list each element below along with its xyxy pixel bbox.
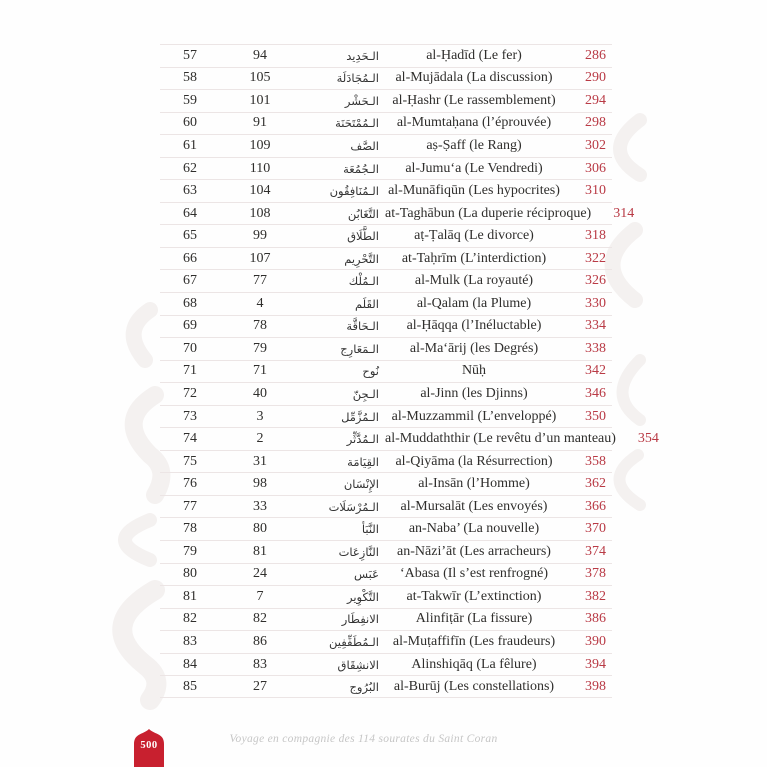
page-number: 390: [585, 633, 606, 649]
table-row: [160, 134, 612, 157]
surah-number: 57: [183, 47, 197, 63]
table-row: [160, 675, 612, 698]
revelation-order: 31: [253, 453, 267, 469]
page-number: 318: [585, 228, 606, 244]
revelation-order: 2: [256, 431, 264, 447]
page-number: 382: [585, 588, 606, 604]
table-row: [160, 157, 612, 180]
page-number: 306: [585, 160, 606, 176]
revelation-order: 40: [253, 385, 267, 401]
table-row: [160, 608, 612, 631]
table-row: [160, 360, 612, 383]
surah-name-french: ‘Abasa (Il s’est renfrogné): [399, 566, 549, 582]
page-number: 394: [585, 656, 606, 672]
surah-name-french: al-Insān (l’Homme): [418, 476, 530, 492]
page-number: 350: [585, 408, 606, 424]
surah-number: 68: [183, 295, 197, 311]
page-number: 314: [613, 205, 635, 221]
surah-name-arabic: الـجِنّ: [352, 386, 379, 401]
page-number: 334: [585, 318, 606, 334]
table-row: [160, 382, 612, 405]
surah-name-french: al-Jinn (les Djinns): [420, 385, 528, 401]
revelation-order: 3: [256, 408, 264, 424]
table-row: [160, 224, 612, 247]
page-number: 346: [585, 385, 606, 401]
surah-name-arabic: الـمُلْك: [348, 274, 379, 289]
table-row: [160, 315, 612, 338]
page-number: 290: [585, 70, 606, 86]
revelation-order: 86: [253, 633, 267, 649]
page-number: 370: [585, 521, 606, 537]
surah-name-french: an-Naba’ (La nouvelle): [408, 521, 540, 537]
surah-number: 77: [183, 498, 197, 514]
surah-name-french: al-Jumu‘a (Le Vendredi): [405, 160, 543, 176]
surah-name-arabic: الـمُزَّمِّل: [341, 409, 379, 424]
table-row: [160, 653, 612, 676]
surah-name-french: al-Qalam (la Plume): [416, 295, 532, 311]
surah-name-french: al-Qiyāma (la Résurrection): [395, 453, 553, 469]
surah-name-french: at-Takwīr (L’extinction): [406, 588, 542, 604]
revelation-order: 98: [253, 476, 267, 492]
surah-number: 70: [183, 340, 197, 356]
revelation-order: 78: [253, 318, 267, 334]
table-row: [160, 179, 612, 202]
surah-name-french: al-Mujādala (La discussion): [395, 70, 553, 86]
revelation-order: 105: [249, 70, 271, 86]
table-row: [160, 450, 612, 473]
surah-name-french: al-Burūj (Les constellations): [393, 678, 555, 694]
surah-name-french: al-Mursalāt (Les envoyés): [400, 498, 548, 514]
surah-name-french: aṣ-Ṣaff (le Rang): [426, 137, 522, 153]
revelation-order: 77: [253, 273, 267, 289]
surah-number: 83: [183, 633, 197, 649]
revelation-order: 4: [256, 295, 264, 311]
revelation-order: 104: [249, 183, 271, 199]
surah-name-arabic: الانفِطَار: [341, 612, 379, 627]
page-number: 294: [585, 92, 606, 108]
surah-number: 62: [183, 160, 197, 176]
surah-name-french: at-Taghābun (La duperie réciproque): [385, 205, 592, 221]
surah-name-arabic: الـحَشْر: [344, 93, 379, 108]
revelation-order: 27: [253, 678, 267, 694]
surah-name-arabic: التَّحْرِيم: [344, 251, 379, 266]
book-title-footer: Voyage en compagnie des 114 sourates du Saint Coran: [229, 733, 498, 745]
surah-name-french: Alinfiṭār (La fissure): [415, 611, 533, 627]
page-number: 374: [585, 543, 606, 559]
page-number: 366: [585, 498, 606, 514]
revelation-order: 24: [253, 566, 267, 582]
surah-name-arabic: القِيَامَة: [347, 454, 379, 469]
surah-name-arabic: القَلَم: [355, 296, 379, 311]
surah-name-arabic: الـمُجَادَلَة: [336, 71, 379, 86]
surah-number: 58: [183, 70, 197, 86]
surah-number: 59: [183, 92, 197, 108]
revelation-order: 71: [253, 363, 267, 379]
surah-name-french: al-Ḥāqqa (l’Inéluctable): [406, 318, 542, 334]
page-number: 326: [585, 273, 606, 289]
surah-name-french: al-Muddaththir (Le revêtu d’un manteau): [385, 431, 616, 447]
surah-name-arabic: التَّكْوِير: [346, 589, 379, 604]
surah-name-french: al-Ma‘ārij (les Degrés): [409, 340, 539, 356]
surah-name-french: al-Muzzammil (L’enveloppé): [391, 408, 557, 424]
surah-number: 61: [183, 137, 197, 153]
footer-page-number: 500: [140, 740, 158, 751]
page-number: 386: [585, 611, 606, 627]
surah-name-french: Nūḥ: [461, 363, 487, 379]
page-number: 362: [585, 476, 606, 492]
revelation-order: 79: [253, 340, 267, 356]
table-row: [160, 337, 612, 360]
table-row: [160, 67, 612, 90]
surah-name-arabic: عَبَس: [354, 567, 379, 582]
revelation-order: 83: [253, 656, 267, 672]
table-row: [160, 269, 612, 292]
surah-name-arabic: الطَّلَاق: [347, 229, 379, 244]
revelation-order: 91: [253, 115, 267, 131]
page-number: 358: [585, 453, 606, 469]
surah-name-french: an-Nāzi’āt (Les arracheurs): [397, 543, 551, 559]
surah-index-table: [160, 44, 659, 698]
revelation-order: 108: [249, 205, 271, 221]
page-number: 310: [585, 183, 606, 199]
table-row: [160, 495, 612, 518]
surah-number: 84: [183, 656, 197, 672]
page-number: 298: [585, 115, 606, 131]
page-number: 330: [585, 295, 606, 311]
surah-number: 76: [183, 476, 197, 492]
table-row: [160, 405, 612, 428]
surah-name-arabic: نُوح: [362, 364, 379, 379]
surah-number: 75: [183, 453, 197, 469]
revelation-order: 109: [249, 137, 271, 153]
revelation-order: 33: [253, 498, 267, 514]
surah-number: 69: [183, 318, 197, 334]
table-row: [160, 517, 612, 540]
surah-name-french: Alinshiqāq (La fêlure): [411, 656, 537, 672]
page-number-badge: [134, 729, 164, 767]
surah-name-french: al-Ḥadīd (Le fer): [426, 47, 522, 63]
page-number: 398: [585, 678, 606, 694]
surah-name-arabic: النَّبَأ: [361, 522, 379, 537]
surah-name-arabic: النَّازِعَات: [338, 544, 379, 559]
revelation-order: 110: [249, 160, 271, 176]
surah-name-french: al-Mulk (La royauté): [414, 273, 534, 289]
surah-name-arabic: التَّغَابُن: [347, 206, 379, 221]
surah-number: 85: [183, 678, 197, 694]
surah-number: 60: [183, 115, 197, 131]
page-number: 302: [585, 137, 606, 153]
surah-number: 80: [183, 566, 197, 582]
table-row: [160, 247, 612, 270]
table-row: [160, 202, 635, 225]
surah-name-french: al-Munāfiqūn (Les hypocrites): [388, 183, 560, 199]
table-row: [160, 44, 612, 67]
table-row: [160, 292, 612, 315]
surah-number: 67: [183, 273, 197, 289]
surah-name-french: al-Muṭaffifīn (Les fraudeurs): [392, 633, 556, 649]
page-number: 338: [585, 340, 606, 356]
surah-number: 78: [183, 521, 197, 537]
revelation-order: 101: [249, 92, 271, 108]
surah-name-arabic: الـمُمْتَحَنَة: [335, 116, 379, 131]
surah-name-arabic: الـمَعَارِج: [340, 341, 379, 356]
table-row: [160, 630, 612, 653]
surah-number: 72: [183, 385, 197, 401]
table-row: [160, 472, 612, 495]
page-number: 354: [637, 431, 659, 447]
revelation-order: 7: [256, 588, 264, 604]
revelation-order: 82: [253, 611, 267, 627]
surah-number: 65: [183, 228, 197, 244]
revelation-order: 81: [253, 543, 267, 559]
surah-name-arabic: الـمُرْسَلَات: [328, 499, 379, 514]
surah-name-arabic: الـمُطَفِّفِين: [328, 634, 379, 649]
surah-name-arabic: الصَّف: [350, 138, 379, 153]
revelation-order: 107: [249, 250, 271, 266]
surah-number: 64: [183, 205, 197, 221]
surah-number: 73: [183, 408, 197, 424]
page-number: 286: [585, 47, 606, 63]
surah-name-arabic: الـجُمُعَة: [343, 161, 379, 176]
surah-name-french: al-Mumtaḥana (l’éprouvée): [396, 115, 552, 131]
table-row: [160, 585, 612, 608]
table-row: [160, 563, 612, 586]
surah-number: 74: [183, 431, 197, 447]
revelation-order: 80: [253, 521, 267, 537]
surah-name-french: at-Taḥrīm (L’interdiction): [401, 250, 547, 266]
table-row: [160, 427, 659, 450]
surah-name-arabic: الـمُدَّثِّر: [346, 432, 379, 447]
surah-number: 81: [183, 588, 197, 604]
surah-name-arabic: الانشِقَاق: [337, 657, 379, 672]
revelation-order: 94: [253, 47, 267, 63]
page-number: 342: [585, 363, 606, 379]
table-row: [160, 112, 612, 135]
surah-name-french: al-Ḥashr (Le rassemblement): [392, 92, 556, 108]
surah-number: 66: [183, 250, 197, 266]
surah-name-arabic: البُرُوج: [349, 679, 379, 694]
surah-number: 79: [183, 543, 197, 559]
page-number: 322: [585, 250, 606, 266]
surah-name-arabic: الـحَدِيد: [346, 48, 379, 63]
surah-number: 71: [183, 363, 197, 379]
surah-number: 82: [183, 611, 197, 627]
surah-name-arabic: الإِنْسَان: [343, 477, 379, 492]
surah-name-arabic: الـحَاقَّة: [346, 319, 379, 334]
surah-number: 63: [183, 183, 197, 199]
surah-name-arabic: الـمُنَافِقُون: [329, 184, 379, 199]
page-number: 378: [585, 566, 606, 582]
surah-name-french: aṭ-Ṭalāq (Le divorce): [414, 228, 534, 244]
table-row: [160, 89, 612, 112]
table-row: [160, 540, 612, 563]
revelation-order: 99: [253, 228, 267, 244]
